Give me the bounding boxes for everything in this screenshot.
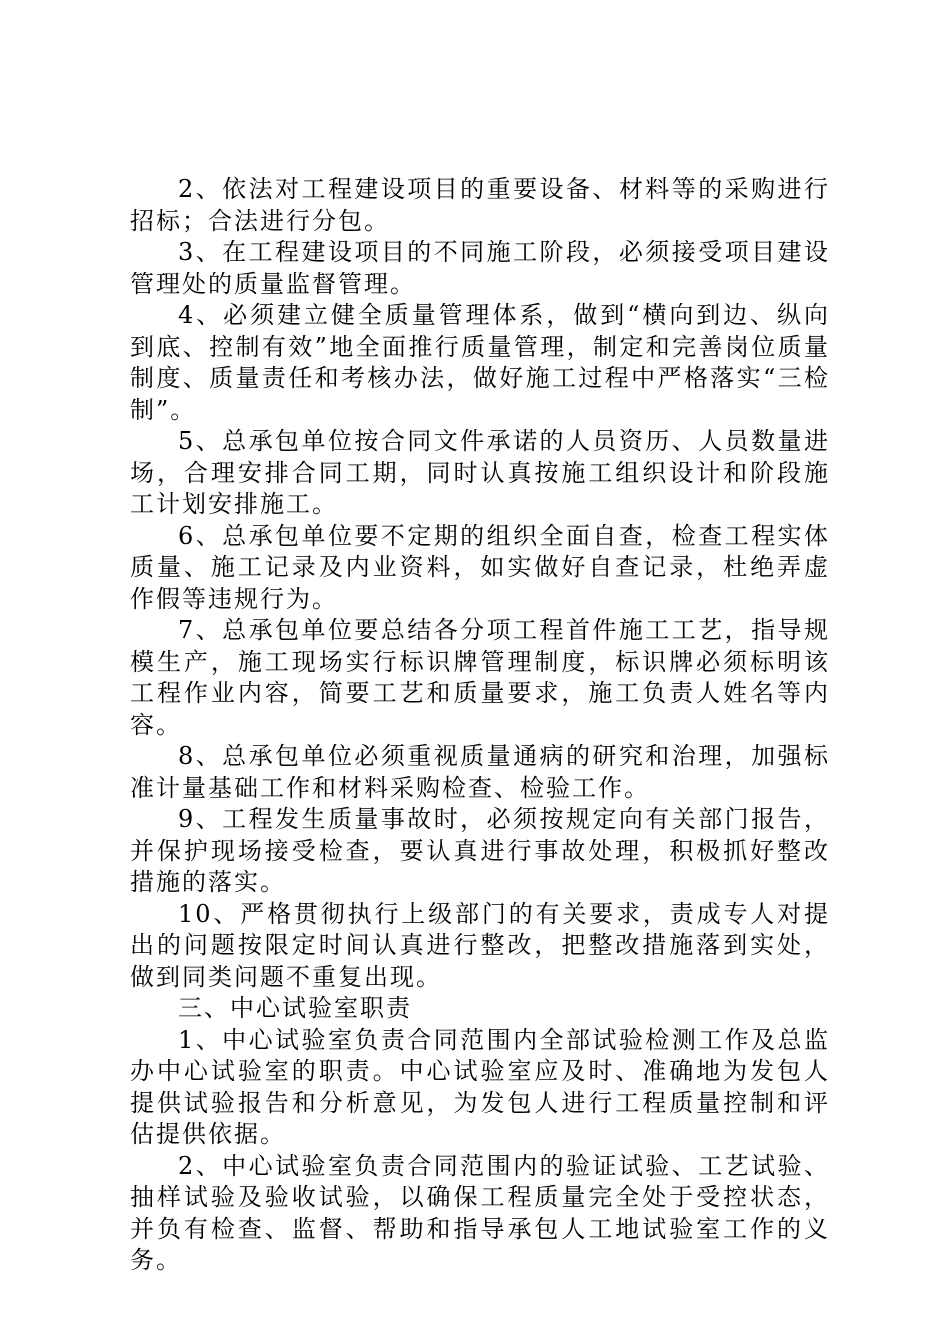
paragraph-item-3: 3、在工程建设项目的不同施工阶段，必须接受项目建设管理处的质量监督管理。 <box>130 238 830 298</box>
paragraph-item-4: 4、必须建立健全质量管理体系，做到“横向到边、纵向到底、控制有效”地全面推行质量管理，制定和完善岗位质量制度、质量责任和考核办法，做好施工过程中严格落实“三检制”。 <box>130 301 830 424</box>
paragraph-item-10: 10、严格贯彻执行上级部门的有关要求，责成专人对提出的问题按限定时间认真进行整改，把整改措施落到实处，做到同类问题不重复出现。 <box>130 899 830 991</box>
section-paragraph-1: 1、中心试验室负责合同范围内全部试验检测工作及总监办中心试验室的职责。中心试验室应及时、准确地为发包人提供试验报告和分析意见，为发包人进行工程质量控制和评估提供依据。 <box>130 1025 830 1148</box>
section-heading: 三、中心试验室职责 <box>178 994 412 1022</box>
paragraph-item-8: 8、总承包单位必须重视质量通病的研究和治理，加强标准计量基础工作和材料采购检查、检验工作。 <box>130 742 830 802</box>
paragraph-item-2: 2、依法对工程建设项目的重要设备、材料等的采购进行招标；合法进行分包。 <box>130 175 830 235</box>
paragraph-item-9: 9、工程发生质量事故时，必须按规定向有关部门报告，并保护现场接受检查，要认真进行事故处理，积极抓好整改措施的落实。 <box>130 805 830 896</box>
paragraph-item-5: 5、总承包单位按合同文件承诺的人员资历、人员数量进场，合理安排合同工期，同时认真按施工组织设计和阶段施工计划安排施工。 <box>130 427 830 518</box>
document-body <box>130 174 830 1277</box>
section-paragraph-2: 2、中心试验室负责合同范围内的验证试验、工艺试验、抽样试验及验收试验，以确保工程质量完全处于受控状态，并负有检查、监督、帮助和指导承包人工地试验室工作的义务。 <box>130 1151 830 1274</box>
paragraph-item-7: 7、总承包单位要总结各分项工程首件施工工艺，指导规模生产，施工现场实行标识牌管理制度，标识牌必须标明该工程作业内容，简要工艺和质量要求，施工负责人姓名等内容。 <box>130 616 830 739</box>
paragraph-item-6: 6、总承包单位要不定期的组织全面自查，检查工程实体质量、施工记录及内业资料，如实做好自查记录，杜绝弄虚作假等违规行为。 <box>130 521 830 613</box>
